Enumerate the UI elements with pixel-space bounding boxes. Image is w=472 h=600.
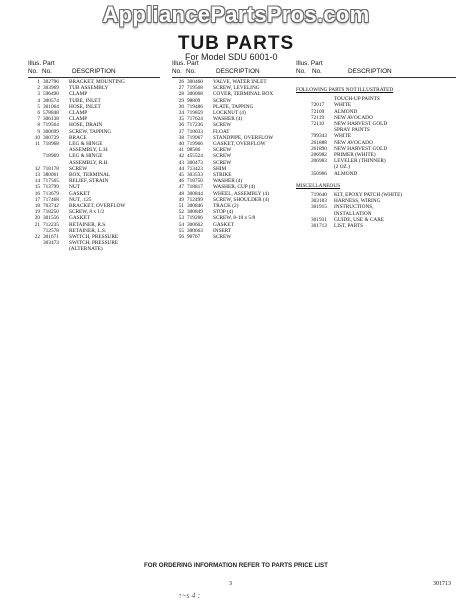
illus-no: 36 [178,122,184,129]
parts-column-2 [172,60,304,240]
part-description: SCREW [213,97,232,104]
part-description: LEVELER (THINNER) [334,158,386,165]
header-part-no: No. [42,68,52,75]
page-title: TUB PARTS [177,33,295,54]
part-description: SCREW, LEVELING [213,85,260,92]
illus-no: 3 [37,91,40,98]
part-description: HOSE, INLET [69,103,101,110]
illus-no: 29 [178,97,184,104]
part-description: CLAMP [69,110,88,117]
part-number: 261890 [311,145,327,152]
illus-no: 18 [34,203,40,210]
illus-no-blank [296,223,311,229]
parts-column-1 [28,60,160,253]
part-number: 206982 [311,152,327,159]
part-number: 300849 [187,209,203,216]
part-number: 72017 [311,102,325,109]
part-description: TOUCH-UP PAINTS [334,96,380,103]
part-description: NEW HARVEST GOLD [334,145,388,152]
part-description: WHEEL, ASSEMBLY (4) [213,190,269,197]
part-number: 799343 [311,133,327,140]
part-description: WASHER (4) [213,116,243,123]
part-number: 578848 [43,110,59,117]
part-description: SWITCH, PRESSURE [69,240,119,247]
part-number: 300846 [187,203,203,210]
part-description: ASSEMBLY, L.H. [69,147,109,154]
header-rule [28,77,160,78]
header-illus: Illus. Part [28,60,55,67]
part-description: RETAINER, R.S. [69,221,107,228]
part-number: 455524 [187,153,203,160]
illus-no: 45 [178,172,184,179]
part-description: GASKET [69,215,90,222]
illus-no: 40 [178,141,184,148]
illus-no: 15 [34,184,40,191]
part-description: SCREW [213,122,232,129]
part-description: INSERT [213,227,232,234]
illus-no: 27 [178,85,184,92]
part-number: 206983 [311,158,327,165]
parts-list [296,192,456,229]
part-description: HOSE, DRAIN [69,122,103,129]
part-description: RELIEF, STRAIN [69,178,109,185]
header-part-no: No. [312,68,322,75]
part-number: 717468 [43,196,59,203]
part-number: 719568 [187,85,203,92]
part-number: 261888 [311,139,327,146]
part-description: RETAINER, L.S. [69,227,107,234]
illus-no: 28 [178,91,184,98]
part-number: 300662 [187,221,203,228]
part-number: 713679 [43,190,59,197]
part-number: 719640 [311,192,327,199]
illus-no: 17 [34,196,40,203]
parts-list [296,96,456,177]
handwritten-mark: ↑~s 4 : [178,591,201,600]
part-row [172,234,304,240]
part-description: WASHER, CUP (4) [213,184,256,191]
header-no: No. [296,68,306,75]
part-number: 72109 [311,108,325,115]
section-heading-not-illustrated: FOLLOWING PARTS NOT ILLUSTRATED [296,87,394,93]
part-number: 719564 [43,122,59,129]
column-header [172,60,304,79]
part-number: 301064 [43,103,59,110]
part-number: 719266 [187,215,203,222]
part-number: 301915 [311,204,327,211]
part-description: SCREW [213,159,232,166]
illus-no: 52 [178,209,184,216]
part-description: FLOAT [213,128,230,135]
illus-no: 34 [178,110,184,117]
part-number: 303473 [43,240,59,247]
part-description: PRIMER (WHITE) [334,152,376,159]
illus-no: 22 [34,234,40,241]
part-number: 303183 [311,198,327,205]
part-number: 718178 [43,165,59,172]
illus-no: 37 [178,128,184,135]
part-description: STRIKE [213,172,232,179]
illus-no: 30 [178,103,184,110]
part-number: 300844 [187,190,203,197]
part-description: COVER, TERMINAL BOX [213,91,274,98]
part-number: 718033 [187,128,203,135]
illus-no: 41 [178,147,184,154]
part-description: SCREW [213,234,232,241]
part-description: KIT, EPOXY PATCH (WHITE) [334,192,403,199]
part-number: 300663 [187,227,203,234]
part-description: INSTRUCTIONS, [334,204,374,211]
part-description: SPRAY PAINTS [334,127,370,134]
illus-no: 44 [178,165,184,172]
part-number: 300739 [43,134,59,141]
part-description: NUT [69,184,80,191]
part-description: TUB ASSEMBLY [69,85,109,92]
part-description: CLAMP [69,116,88,123]
part-number: 718250 [43,209,59,216]
part-description: NEW HARVEST GOLD [334,121,388,128]
part-description: SCREW, TAPPING [69,128,112,135]
part-number: 98586 [187,147,201,154]
illus-no-blank [296,171,311,177]
illus-no: 8 [37,122,40,129]
illus-no: 12 [34,165,40,172]
part-description: CLAMP [69,91,88,98]
illus-no: 14 [34,178,40,185]
ordering-note: FOR ORDERING INFORMATION REFER TO PARTS PRICE LIST [144,562,328,569]
illus-no: 2 [37,85,40,92]
illus-no: 13 [34,172,40,179]
part-number: 718750 [187,178,203,185]
watermark: AppliancePartsPros.com [102,2,370,27]
part-number: 300699 [43,128,59,135]
illus-no: 54 [178,221,184,228]
part-number: 713799 [43,184,59,191]
part-description: GASKET [213,221,234,228]
part-number: 712235 [43,221,59,228]
part-description: SCREW, 8 x 1/2 [69,209,105,216]
illus-no: 19 [34,209,40,216]
part-number: 98809 [187,97,201,104]
column-header [296,60,456,79]
header-no: No. [28,68,38,75]
illus-no: 1 [37,79,40,85]
model-subtitle: For Model SDU 6001-0 [185,52,278,62]
part-description: GASKET, OVERFLOW [213,141,266,148]
illus-no: 21 [34,221,40,228]
part-description: LEG & HINGE [69,141,103,148]
part-number: 718969 [43,153,59,160]
document-code: 301713 [433,581,451,587]
part-description: BOX, TERMINAL [69,172,111,179]
illus-no: 5 [37,103,40,110]
part-description: (ALTERNATE) [69,246,103,253]
illus-no: 48 [178,190,184,197]
illus-no: 7 [37,116,40,123]
part-number: 300473 [187,159,203,166]
part-description: STOP (4) [213,209,234,216]
part-number: 301556 [43,215,59,222]
part-number: 302796 [43,79,59,85]
part-number: 718817 [187,184,203,191]
part-description: SCREW [69,165,88,172]
illus-no: 6 [37,110,40,117]
part-description: ALMOND [334,170,358,177]
part-description: INSTALLATION [334,210,372,217]
illus-no: 51 [178,203,184,210]
parts-column-3 [296,60,456,229]
part-description: WASHER (4) [213,178,243,185]
illus-no: 4 [37,97,40,104]
part-number: 72110 [311,121,325,128]
part-description: SCREW [213,147,232,154]
part-number: 596490 [43,91,59,98]
illus-no: 53 [178,215,184,222]
illus-no: 47 [178,184,184,191]
part-number: 300068 [187,91,203,98]
part-row [296,171,456,177]
part-number: 301931 [311,216,327,223]
column-header [28,60,160,79]
parts-list [28,79,160,253]
illus-no: 43 [178,159,184,166]
part-description: VALVE, WATER INLET [213,79,267,85]
part-number: 703742 [43,203,59,210]
part-number: 717624 [187,116,203,123]
part-number: 717565 [43,178,59,185]
header-description: DESCRIPTION [72,68,116,75]
part-number: 717236 [187,122,203,129]
illus-no: 10 [34,134,40,141]
header-rule [172,77,304,78]
part-number: 380061 [43,172,59,179]
header-description: DESCRIPTION [216,68,260,75]
part-description: GUIDE, USE & CARE [334,216,385,223]
part-number: 718968 [43,141,59,148]
part-description: BRACKET, OVERFLOW [69,203,126,210]
part-description: ALMOND [334,108,358,115]
header-rule [296,77,456,78]
part-number [43,246,69,252]
part-description: BRACE [69,134,87,141]
illus-no: 9 [37,128,40,135]
part-description: HARNESS, WIRING [334,198,381,205]
part-description: NUT, .125 [69,196,92,203]
part-description: STANDPIPE, OVERFLOW [213,134,274,141]
section-heading-miscellaneous: MISCELLANEOUS [296,182,341,189]
illus-no: 35 [178,116,184,123]
page-number: 3 [229,581,232,587]
illus-no: 42 [178,153,184,160]
part-description: SCREW [213,153,232,160]
header-part-no: No. [186,68,196,75]
part-description: WHITE [334,133,352,140]
part-number: 350966 [311,170,327,177]
illus-no: 11 [34,141,40,148]
part-number: 301671 [43,234,59,241]
part-number: 90767 [187,234,201,241]
part-number: 712499 [187,196,203,203]
part-description: TUBE, INLET [69,97,101,104]
part-description: ASSEMBLY, R.H. [69,159,109,166]
part-description: SWITCH, PRESSURE [69,234,119,241]
part-description: BRACKET, MOUNTING [69,79,125,85]
header-no: No. [172,68,182,75]
part-row [28,246,160,252]
part-number: 306138 [43,116,59,123]
part-description: GASKET [69,190,90,197]
part-number: 719486 [187,103,203,110]
part-number: 712578 [43,227,59,234]
part-description: NEW AVOCADO [334,139,373,146]
illus-no: 26 [178,79,184,85]
illus-no: 56 [178,234,184,241]
part-number: 719859 [187,110,203,117]
part-description: TRACK (2) [213,203,239,210]
part-number: 300460 [187,79,203,85]
part-number: 719966 [187,141,203,148]
illus-no: 20 [34,215,40,222]
header-description: DESCRIPTION [348,68,392,75]
illus-no: 38 [178,134,184,141]
part-number: 300574 [43,97,59,104]
part-description: PLATE, TAPPING [213,103,254,110]
illus-no: 16 [34,190,40,197]
part-row [296,223,456,229]
header-illus: Illus. Part [172,60,199,67]
part-description: LEG & HINGE [69,153,103,160]
part-description: (2 OZ.) [334,164,350,171]
illus-no: 46 [178,178,184,185]
part-description: SHIM [213,165,227,172]
header-illus: Illus. Part [296,60,323,67]
parts-list [172,79,304,240]
part-description: LIST, PARTS [334,223,364,230]
part-number: 719967 [187,134,203,141]
part-description: SCREW, SHOULDER (4) [213,196,270,203]
part-number: 303969 [43,85,59,92]
part-number: 72119 [311,114,325,121]
part-description: LOCKNUT (4) [213,110,246,117]
part-number: 713423 [187,165,203,172]
illus-no: 55 [178,227,184,234]
illus-no: 49 [178,196,184,203]
part-description: WHITE [334,102,352,109]
part-description: SCREW, 8-18 x 5/8 [213,215,256,222]
part-description: NEW AVOCADO [334,114,373,121]
part-number: 301713 [311,223,327,230]
illus-no [28,246,43,252]
part-number: 303533 [187,172,203,179]
